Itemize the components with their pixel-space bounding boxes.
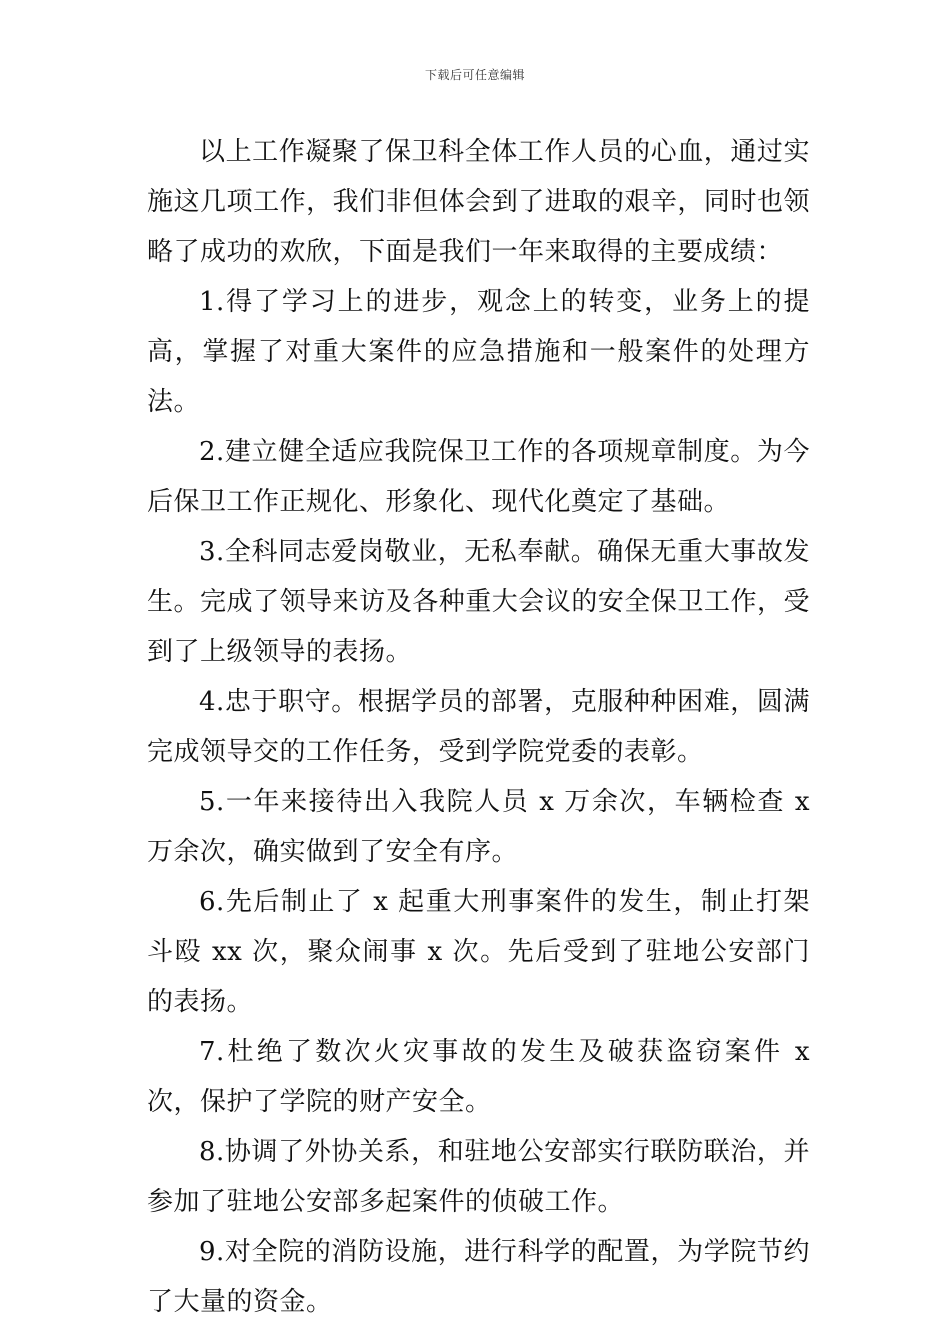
- achievement-item-6: 6.先后制止了 x 起重大刑事案件的发生，制止打架斗殴 xx 次，聚众闹事 x 次。先后受到了驻地公安部门的表扬。: [147, 887, 810, 1017]
- achievement-item-1: 1.得了学习上的进步，观念上的转变，业务上的提高，掌握了对重大案件的应急措施和一般案件的处理方法。: [147, 287, 810, 417]
- achievement-item-3: 3.全科同志爱岗敬业，无私奉献。确保无重大事故发生。完成了领导来访及各种重大会议的安全保卫工作，受到了上级领导的表扬。: [147, 537, 810, 667]
- achievement-item-4: 4.忠于职守。根据学员的部署，克服种种困难，圆满完成领导交的工作任务，受到学院党委的表彰。: [147, 687, 810, 767]
- page-header: 下载后可任意编辑: [424, 68, 525, 82]
- intro-paragraph: 以上工作凝聚了保卫科全体工作人员的心血，通过实施这几项工作，我们非但体会到了进取的艰辛，同时也领略了成功的欢欣，下面是我们一年来取得的主要成绩：: [147, 137, 810, 267]
- achievement-item-9: 9.对全院的消防设施，进行科学的配置，为学院节约了大量的资金。: [147, 1237, 810, 1317]
- achievement-item-2: 2.建立健全适应我院保卫工作的各项规章制度。为今后保卫工作正规化、形象化、现代化奠定了基础。: [147, 437, 810, 517]
- achievement-item-8: 8.协调了外协关系，和驻地公安部实行联防联治，并参加了驻地公安部多起案件的侦破工作。: [147, 1137, 810, 1217]
- document-body: [147, 127, 810, 1327]
- achievement-item-7: 7.杜绝了数次火灾事故的发生及破获盗窃案件 x 次，保护了学院的财产安全。: [147, 1037, 810, 1117]
- achievement-item-5: 5.一年来接待出入我院人员 x 万余次，车辆检查 x 万余次，确实做到了安全有序。: [147, 787, 810, 867]
